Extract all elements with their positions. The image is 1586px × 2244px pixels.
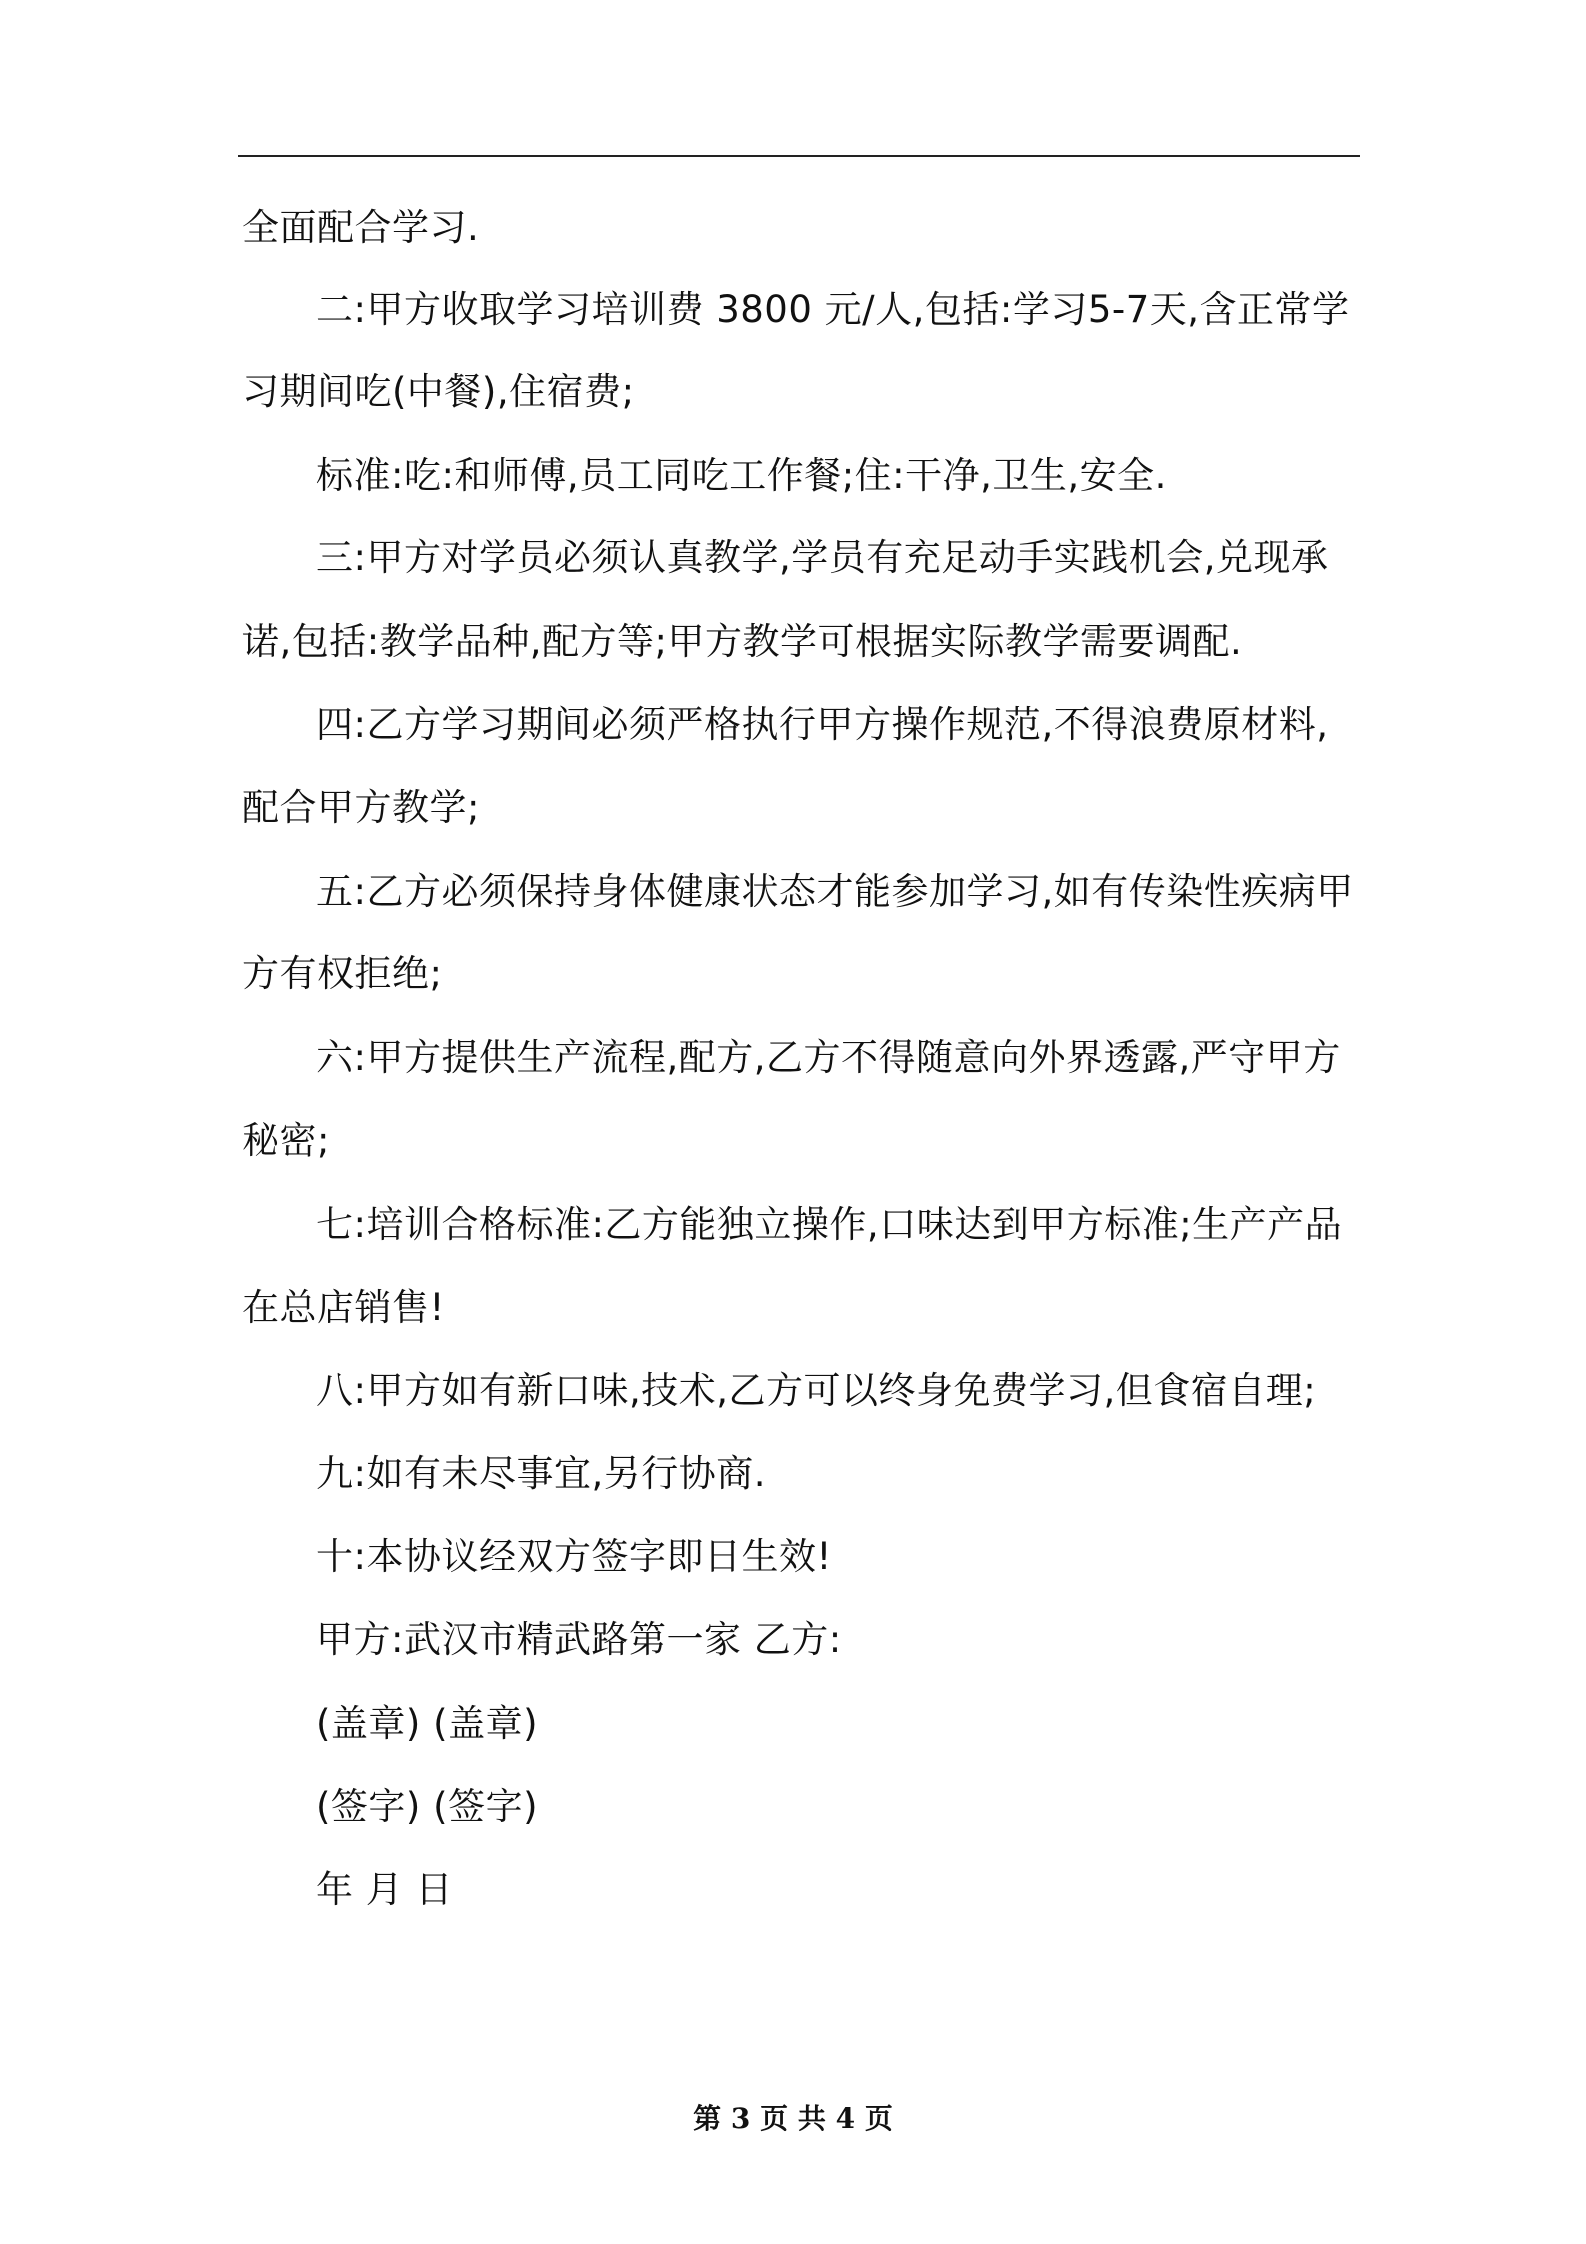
paragraph-line: 二:甲方收取学习培训费 3800 元/人,包括:学习5-7天,含正常学 <box>316 288 1350 331</box>
paragraph-line: 八:甲方如有新口味,技术,乙方可以终身免费学习,但食宿自理; <box>316 1369 1317 1412</box>
paragraph-line: 秘密; <box>242 1119 330 1162</box>
paragraph-line: 三:甲方对学员必须认真教学,学员有充足动手实践机会,兑现承 <box>316 536 1329 579</box>
paragraph-line: 诺,包括:教学品种,配方等;甲方教学可根据实际教学需要调配. <box>242 620 1243 663</box>
signature-line: (签字) (签字) <box>316 1785 539 1828</box>
party-line: 甲方:武汉市精武路第一家 乙方: <box>316 1618 842 1661</box>
page-number: 第 3 页 共 4 页 <box>693 2102 893 2135</box>
paragraph-line: 六:甲方提供生产流程,配方,乙方不得随意向外界透露,严守甲方 <box>316 1036 1341 1079</box>
seal-line: (盖章) (盖章) <box>316 1702 539 1745</box>
paragraph-line: 五:乙方必须保持身体健康状态才能参加学习,如有传染性疾病甲 <box>316 870 1354 913</box>
paragraph-line: 标准:吃:和师傅,员工同吃工作餐;住:干净,卫生,安全. <box>316 454 1167 497</box>
paragraph-line: 九:如有未尽事宜,另行协商. <box>316 1452 766 1495</box>
paragraph-line: 十:本协议经双方签字即日生效! <box>316 1535 832 1578</box>
paragraph-line: 在总店销售! <box>242 1286 445 1329</box>
paragraph-line: 配合甲方教学; <box>242 786 480 829</box>
paragraph-line: 全面配合学习. <box>242 206 480 249</box>
paragraph-line: 方有权拒绝; <box>242 952 443 995</box>
paragraph-line: 习期间吃(中餐),住宿费; <box>242 370 635 413</box>
paragraph-line: 七:培训合格标准:乙方能独立操作,口味达到甲方标准;生产产品 <box>316 1203 1343 1246</box>
header-rule <box>238 155 1360 157</box>
paragraph-line: 四:乙方学习期间必须严格执行甲方操作规范,不得浪费原材料, <box>316 703 1329 746</box>
date-line: 年 月 日 <box>316 1868 454 1911</box>
